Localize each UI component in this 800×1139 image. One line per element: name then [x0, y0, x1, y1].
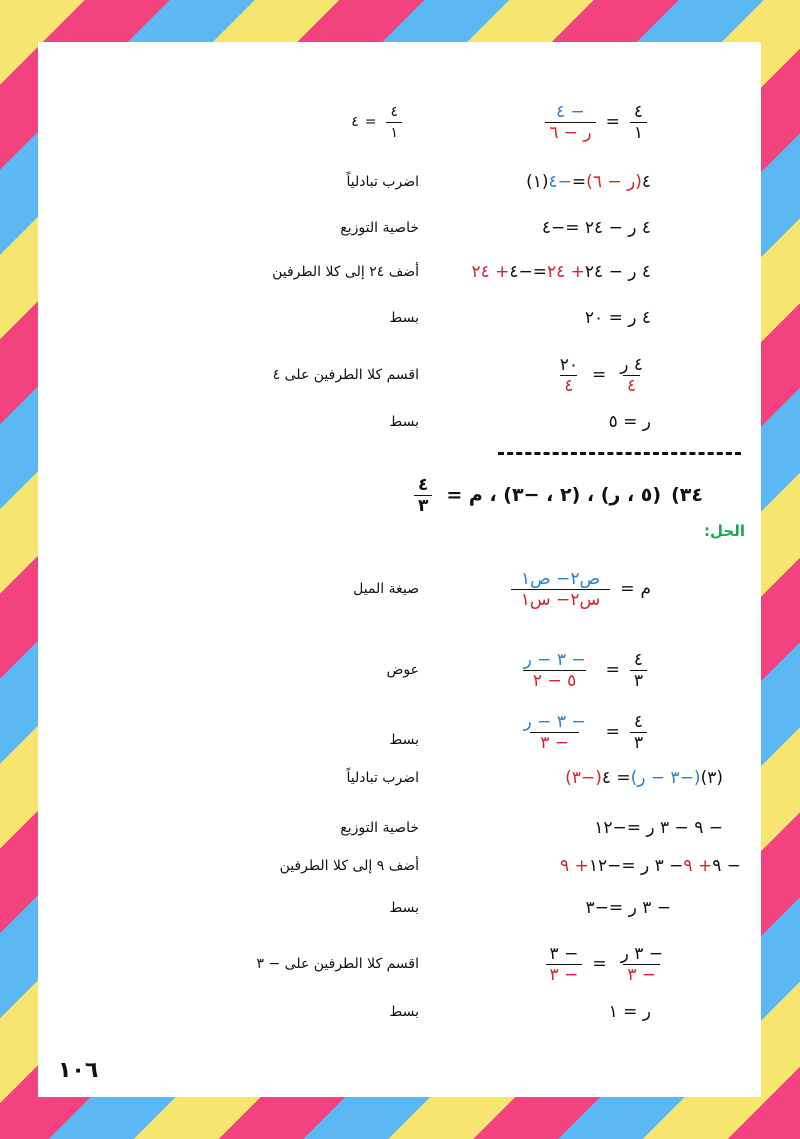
section-divider — [498, 452, 741, 458]
step-note: خاصية التوزيع — [340, 820, 419, 836]
problem-34 — [410, 472, 703, 518]
page-number: ١٠٦ — [58, 1058, 99, 1083]
divide-equation: $\frac{\text{− ٣ ر}}{- ٣}$ = $\frac{- ٣}{- ٣}$ — [542, 936, 671, 992]
step-note: أضف ٢٤ إلى كلا الطرفين — [272, 264, 419, 280]
step-row-substitute — [38, 642, 761, 698]
step-row-4 — [38, 252, 761, 292]
side-equation: $\frac{٤}{١}$ = ٤ — [351, 94, 406, 150]
step-math: ر = ١ — [608, 1002, 651, 1022]
solution-label: الحل: — [704, 522, 745, 540]
fraction-right: $\frac{- ٤}{\text{ر − ٦}}$ — [545, 102, 595, 143]
step-math: − ٣ ر =−٣ — [585, 898, 671, 918]
step-note: عوض — [386, 662, 419, 678]
problem-number: ٣٤) — [671, 484, 703, 506]
step-math: − ٩ − ٣ ر =−١٢ — [594, 818, 723, 838]
step-row-simplify — [38, 704, 761, 760]
step-note: خاصية التوزيع — [340, 220, 419, 236]
step-row-add-nine — [38, 846, 761, 886]
step-note: بسط — [389, 414, 419, 430]
step-note: بسط — [389, 732, 419, 748]
step-note: اقسم كلا الطرفين على − ٣ — [256, 956, 419, 972]
step-note: اضرب تبادلياً — [346, 770, 419, 786]
step-math: − ٩ + ٩ − ٣ ر =−١٢ + ٩ — [560, 856, 741, 876]
step-math: ٤ ر − ٢٤ + ٢٤ =−٤ + ٢٤ — [471, 262, 651, 282]
step-note: بسط — [389, 1004, 419, 1020]
step-math: ٤ (ر − ٦) = −٤ (١) — [526, 172, 651, 192]
step-note: اقسم كلا الطرفين على ٤ — [272, 367, 419, 383]
step-note: أضف ٩ إلى كلا الطرفين — [279, 858, 419, 874]
step-note: بسط — [389, 310, 419, 326]
step-row-7 — [38, 402, 761, 442]
slope-formula: م = $\frac{\text{ص٢− ص١}}{\text{س٢− س١}}$ — [507, 557, 651, 621]
step-row-slope-formula — [38, 557, 761, 621]
step-note: اضرب تبادلياً — [346, 174, 419, 190]
step-row-1 — [38, 94, 761, 150]
step-row-6 — [38, 348, 761, 402]
step-row-simplify-2 — [38, 888, 761, 928]
top-fraction-equation: $\frac{٤}{١}$ = $\frac{- ٤}{\text{ر − ٦}}$ — [541, 94, 651, 150]
step-row-cross-multiply — [38, 758, 761, 798]
step-math: ٤ ر − ٢٤ =−٤ — [541, 218, 651, 238]
fraction-left: $\frac{٤}{١}$ — [630, 102, 647, 143]
step-note: صيغة الميل — [353, 581, 419, 597]
substitute-equation: $\frac{٤}{٣}$ = $\frac{\text{− ٣ − ر}}{٥ - ٢}$ — [510, 642, 651, 698]
worksheet-page — [38, 42, 761, 1097]
problem-points: (٥ ، ر) ، (٢ ، −٣) ، م = — [446, 484, 662, 506]
given-slope: $\frac{٤}{٣}$ — [414, 475, 432, 516]
step-row-distribute — [38, 808, 761, 848]
division-fraction-equation: $\frac{\text{٤ ر}}{٤}$ = $\frac{٢٠}{٤}$ — [559, 354, 643, 396]
step-math: (٣) (−٣ − ر) = ٤ (−٣) — [565, 768, 723, 788]
step-row-2 — [38, 162, 761, 202]
step-math: ٤ ر = ٢٠ — [584, 308, 651, 328]
simplify-equation: $\frac{٤}{٣}$ = $\frac{\text{− ٣ − ر}}{- ٣}$ — [510, 704, 651, 760]
step-row-divide-neg-three — [38, 936, 761, 992]
step-math: ر = ٥ — [608, 412, 651, 432]
step-row-final — [38, 992, 761, 1032]
step-row-3 — [38, 208, 761, 248]
step-row-5 — [38, 298, 761, 338]
step-note: بسط — [389, 900, 419, 916]
